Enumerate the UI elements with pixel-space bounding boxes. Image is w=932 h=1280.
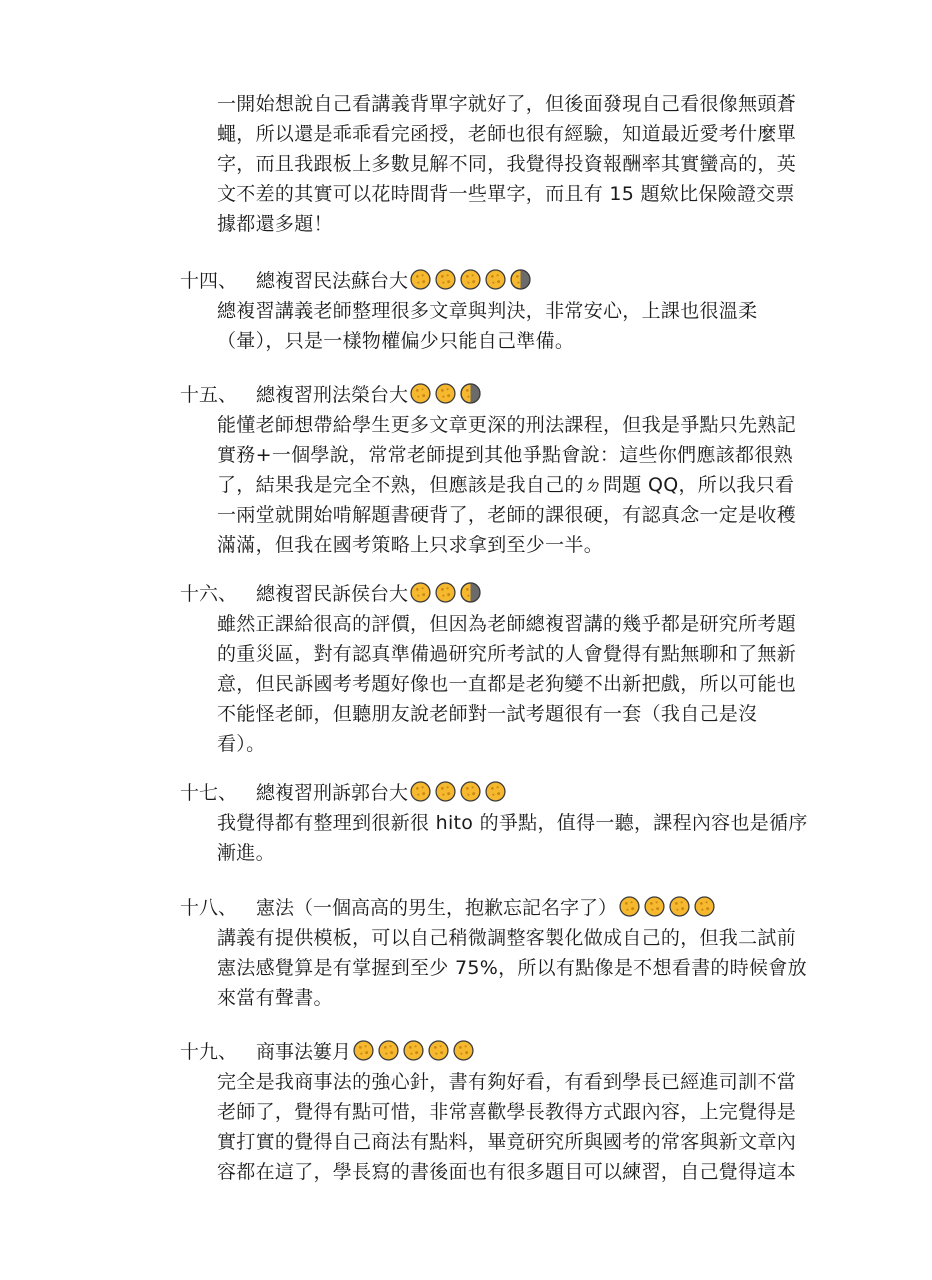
moon-rating [410,383,485,404]
section-body [217,296,800,356]
moon-rating [353,1040,478,1061]
section-19 [180,1035,800,1187]
full-moon-icon [669,896,690,917]
section-title: 總複習刑訴郭台大 [256,781,409,804]
section-title: 總複習民訴侯台大 [256,582,409,605]
section-body [217,1067,800,1187]
moon-rating [410,269,535,290]
section-14 [180,264,800,356]
section-heading [180,776,800,806]
section-title: 憲法（一個高高的男生，抱歉忘記名字了） [256,896,618,919]
section-16 [180,577,800,759]
text-line: 字，而且我跟板上多數見解不同，我覺得投資報酬率其實蠻高的，英 [217,153,797,175]
full-moon-icon [353,1040,374,1061]
text-line: 了，結果我是完全不熟，但應該是我自己的ㄉ問題 QQ，所以我只看 [217,474,795,496]
text-line: 我覺得都有整理到很新很 hito 的爭點，值得一聽，課程內容也是循序 [217,812,808,834]
section-body [217,923,807,1013]
full-moon-icon [460,781,481,802]
section-18 [180,891,807,1013]
text-line: 的重災區，對有認真準備過研究所考試的人會覺得有點無聊和了無新 [217,643,797,665]
text-line: 一兩堂就開始啃解題書硬背了，老師的課很硬，有認真念一定是收穫 [217,504,797,526]
section-15 [180,378,800,560]
full-moon-icon [435,383,456,404]
section-number: 十六、 [180,582,238,605]
moon-rating [410,781,510,802]
text-line: 實打實的覺得自己商法有點料，畢竟研究所與國考的常客與新文章內 [217,1131,797,1153]
text-line: 能懂老師想帶給學生更多文章更深的刑法課程，但我是爭點只先熟記 [217,414,797,436]
section-title: 總複習刑法榮台大 [256,383,409,406]
text-line: 老師了，覺得有點可惜，非常喜歡學長教得方式跟內容，上完覺得是 [217,1101,797,1123]
half-moon-icon [460,582,481,603]
section-number: 十五、 [180,383,238,406]
text-line: 看）。 [217,733,266,755]
full-moon-icon [378,1040,399,1061]
full-moon-icon [403,1040,424,1061]
full-moon-icon [644,896,665,917]
full-moon-icon [410,269,431,290]
full-moon-icon [460,269,481,290]
full-moon-icon [410,383,431,404]
text-line: 據都還多題！ [217,213,333,235]
full-moon-icon [410,781,431,802]
full-moon-icon [453,1040,474,1061]
half-moon-icon [510,269,531,290]
text-line: 完全是我商事法的強心針，書有夠好看，有看到學長已經進司訓不當 [217,1071,797,1093]
section-heading [180,378,800,408]
full-moon-icon [619,896,640,917]
full-moon-icon [435,582,456,603]
full-moon-icon [435,781,456,802]
section-number: 十九、 [180,1040,238,1063]
section-body [217,609,800,759]
text-line: 容都在這了，學長寫的書後面也有很多題目可以練習，自己覺得這本 [217,1161,797,1183]
section-17 [180,776,808,868]
text-line: 漸進。 [217,842,275,864]
text-line: 講義有提供模板，可以自己稍微調整客製化做成自己的，但我二試前 [217,927,797,949]
text-line: 蠅，所以還是乖乖看完函授，老師也很有經驗，知道最近愛考什麼單 [217,123,797,145]
text-line: 一開始想說自己看講義背單字就好了，但後面發現自己看很像無頭蒼 [217,93,797,115]
section-number: 十八、 [180,896,238,919]
full-moon-icon [485,269,506,290]
section-heading [180,1035,800,1065]
text-line: 文不差的其實可以花時間背一些單字，而且有 15 題欸比保險證交票 [217,183,795,205]
full-moon-icon [485,781,506,802]
text-line: 不能怪老師，但聽朋友說老師對一試考題很有一套（我自己是沒 [217,703,758,725]
section-heading [180,891,800,921]
moon-rating [619,896,719,917]
section-number: 十四、 [180,269,238,292]
full-moon-icon [410,582,431,603]
text-line: 滿滿，但我在國考策略上只求拿到至少一半。 [217,534,604,556]
text-line: 實務+一個學說，常常老師提到其他爭點會說：這些你們應該都很熟 [217,444,793,466]
section-heading [180,264,800,294]
section-heading [180,577,800,607]
section-body [217,410,800,560]
full-moon-icon [428,1040,449,1061]
full-moon-icon [694,896,715,917]
full-moon-icon [435,269,456,290]
text-line: 雖然正課給很高的評價，但因為老師總複習講的幾乎都是研究所考題 [217,613,797,635]
text-line: 總複習講義老師整理很多文章與判決，非常安心，上課也很溫柔 [217,300,758,322]
moon-rating [410,582,485,603]
section-title: 商事法簍月 [256,1040,352,1063]
section-title: 總複習民法蘇台大 [256,269,409,292]
intro-paragraph [217,89,797,239]
text-line: 憲法感覺算是有掌握到至少 75%，所以有點像是不想看書的時候會放 [217,957,807,979]
half-moon-icon [460,383,481,404]
text-line: 來當有聲書。 [217,987,333,1009]
section-body [217,808,808,868]
text-line: （暈），只是一樣物權偏少只能自己準備。 [217,330,575,352]
intro-text [217,89,797,239]
text-line: 意，但民訴國考考題好像也一直都是老狗變不出新把戲，所以可能也 [217,673,797,695]
section-number: 十七、 [180,781,238,804]
